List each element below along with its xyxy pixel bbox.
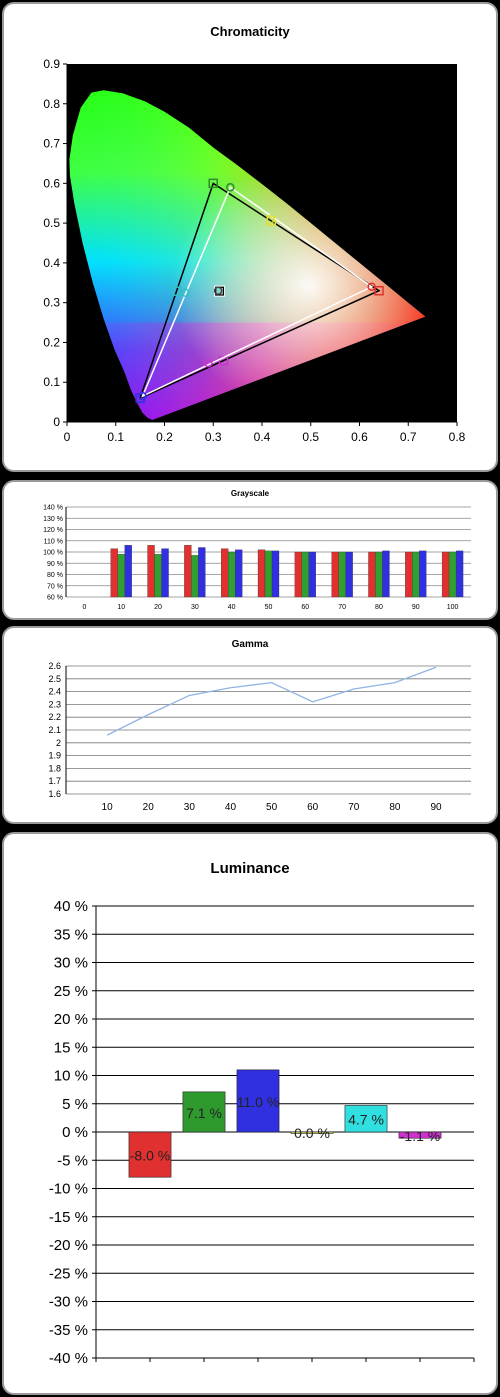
y-tick-label: 130 % (43, 515, 63, 523)
x-tick-label: 50 (266, 802, 278, 813)
y-tick-label: 25 % (53, 982, 88, 1000)
y-tick-label: -35 % (48, 1321, 88, 1339)
x-tick-label: 0.2 (156, 430, 173, 444)
grayscale-panel (2, 480, 498, 620)
y-tick-label: 2.3 (48, 699, 61, 710)
y-tick-label: 0 (53, 415, 60, 429)
x-tick-label: 0.7 (399, 430, 417, 444)
x-tick-label: 60 (307, 802, 319, 813)
x-tick-label: 10 (101, 802, 113, 813)
x-tick-label: 0.5 (302, 430, 320, 444)
y-tick-label: 0.2 (43, 335, 60, 350)
x-tick-label: 40 (227, 604, 236, 611)
y-tick-label: 120 % (43, 527, 63, 534)
bar (346, 552, 353, 597)
x-tick-label: 100 (446, 604, 459, 611)
y-tick-label: 20 % (53, 1011, 88, 1028)
y-tick-label: 40 % (53, 898, 88, 915)
luminance-panel (2, 832, 498, 1395)
y-tick-label: -15 % (48, 1208, 88, 1226)
x-tick-label: 70 (338, 604, 347, 611)
x-tick-label: 0.8 (448, 430, 466, 444)
x-tick-label: 0.4 (253, 430, 271, 444)
y-tick-label: 0.3 (43, 295, 60, 310)
y-tick-label: 140 % (43, 504, 63, 512)
bar (419, 551, 426, 597)
bar (272, 551, 279, 597)
gamma-line (107, 667, 436, 735)
y-tick-label: 1.6 (48, 789, 61, 799)
y-tick-label: 2.4 (48, 686, 61, 697)
data-label: 7.1 % (186, 1104, 222, 1121)
y-tick-label: 90 % (47, 560, 63, 568)
gamma-chart (4, 628, 498, 824)
x-tick-label: 0 (63, 430, 71, 444)
bar (405, 552, 412, 597)
bar (118, 554, 125, 597)
y-tick-label: 60 % (47, 594, 63, 602)
chromaticity-chart (4, 4, 498, 472)
y-tick-label: 0.7 (43, 136, 60, 151)
luminance-title: Luminance (210, 860, 290, 877)
bar (162, 549, 169, 597)
x-tick-label: 30 (190, 604, 199, 611)
x-tick-label: 80 (375, 604, 383, 611)
y-tick-label: 5 % (62, 1095, 88, 1113)
y-tick-label: -5 % (57, 1152, 88, 1170)
y-tick-label: 2 (55, 737, 61, 748)
data-label: -8.0 % (129, 1147, 171, 1164)
y-tick-label: 1.7 (48, 776, 61, 787)
x-tick-label: 70 (348, 802, 360, 813)
gamma-panel (2, 626, 498, 824)
grayscale-chart (4, 482, 498, 620)
y-tick-label: -30 % (48, 1293, 88, 1311)
chromaticity-panel (2, 2, 498, 472)
data-label: 0.0 % (294, 1125, 330, 1141)
x-tick-label: 0 (82, 604, 87, 611)
bar (302, 552, 309, 597)
bar (412, 552, 419, 597)
x-tick-label: 0.3 (204, 430, 222, 444)
y-tick-label: -10 % (48, 1180, 88, 1198)
y-tick-label: 2.5 (48, 673, 61, 684)
bar (382, 551, 389, 597)
bar (221, 549, 228, 597)
x-tick-label: 20 (142, 802, 154, 813)
grayscale-title: Grayscale (230, 489, 270, 498)
y-tick-label: 0.8 (43, 96, 60, 111)
y-tick-label: 1.8 (48, 763, 61, 774)
y-tick-label: 0.1 (43, 375, 60, 390)
data-label: 11.0 % (236, 1093, 280, 1110)
x-tick-label: 20 (154, 604, 162, 611)
bar (155, 554, 162, 597)
x-tick-label: 0.6 (351, 430, 368, 444)
data-label: -1.1 % (399, 1128, 441, 1145)
x-tick-label: 50 (264, 604, 273, 611)
y-tick-label: 2.2 (48, 712, 61, 723)
y-tick-label: -40 % (48, 1350, 88, 1367)
bar (184, 545, 191, 597)
chromaticity-title: Chromaticity (210, 24, 290, 39)
y-tick-label: 0.6 (43, 176, 60, 191)
bar (228, 552, 235, 597)
x-tick-label: 80 (389, 802, 401, 813)
y-tick-label: -20 % (48, 1237, 88, 1254)
bar (295, 552, 302, 597)
gamma-title: Gamma (231, 639, 269, 650)
y-tick-label: 0.5 (43, 216, 60, 231)
x-tick-label: 90 (411, 604, 420, 611)
y-tick-label: 0 % (62, 1124, 88, 1141)
x-tick-label: 10 (117, 604, 126, 611)
x-tick-label: 90 (430, 802, 442, 813)
bar (339, 552, 346, 597)
x-tick-label: 40 (224, 802, 237, 813)
y-tick-label: 0.4 (43, 255, 60, 270)
y-tick-label: 35 % (53, 926, 88, 944)
y-tick-label: 80 % (47, 572, 63, 579)
x-tick-label: 60 (301, 604, 310, 611)
y-tick-label: 100 % (43, 549, 63, 557)
bar (148, 545, 155, 597)
x-tick-label: 0.1 (107, 430, 125, 444)
y-tick-label: 110 % (43, 538, 63, 546)
y-tick-label: 70 % (47, 583, 63, 591)
luminance-chart (4, 834, 498, 1395)
bar (191, 555, 198, 597)
bar (258, 550, 265, 597)
data-label: 4.7 % (348, 1111, 384, 1128)
y-tick-label: 2.6 (48, 661, 61, 671)
y-tick-label: 30 % (53, 954, 88, 972)
x-tick-label: 30 (183, 802, 195, 813)
y-tick-label: 10 % (53, 1067, 88, 1085)
bar (375, 552, 382, 597)
bar (368, 552, 375, 597)
bar (265, 551, 272, 597)
bar (198, 548, 205, 598)
y-tick-label: 1.9 (48, 750, 61, 761)
bar (456, 551, 463, 597)
bar (309, 552, 316, 597)
y-tick-label: 2.1 (48, 725, 61, 735)
y-tick-label: 15 % (53, 1039, 88, 1057)
bar (111, 549, 118, 597)
bar (332, 552, 339, 597)
bar (125, 545, 132, 597)
bar (442, 552, 449, 597)
y-tick-label: 0.9 (43, 57, 60, 71)
bar (449, 552, 456, 597)
y-tick-label: -25 % (48, 1265, 88, 1283)
bar (235, 550, 242, 597)
